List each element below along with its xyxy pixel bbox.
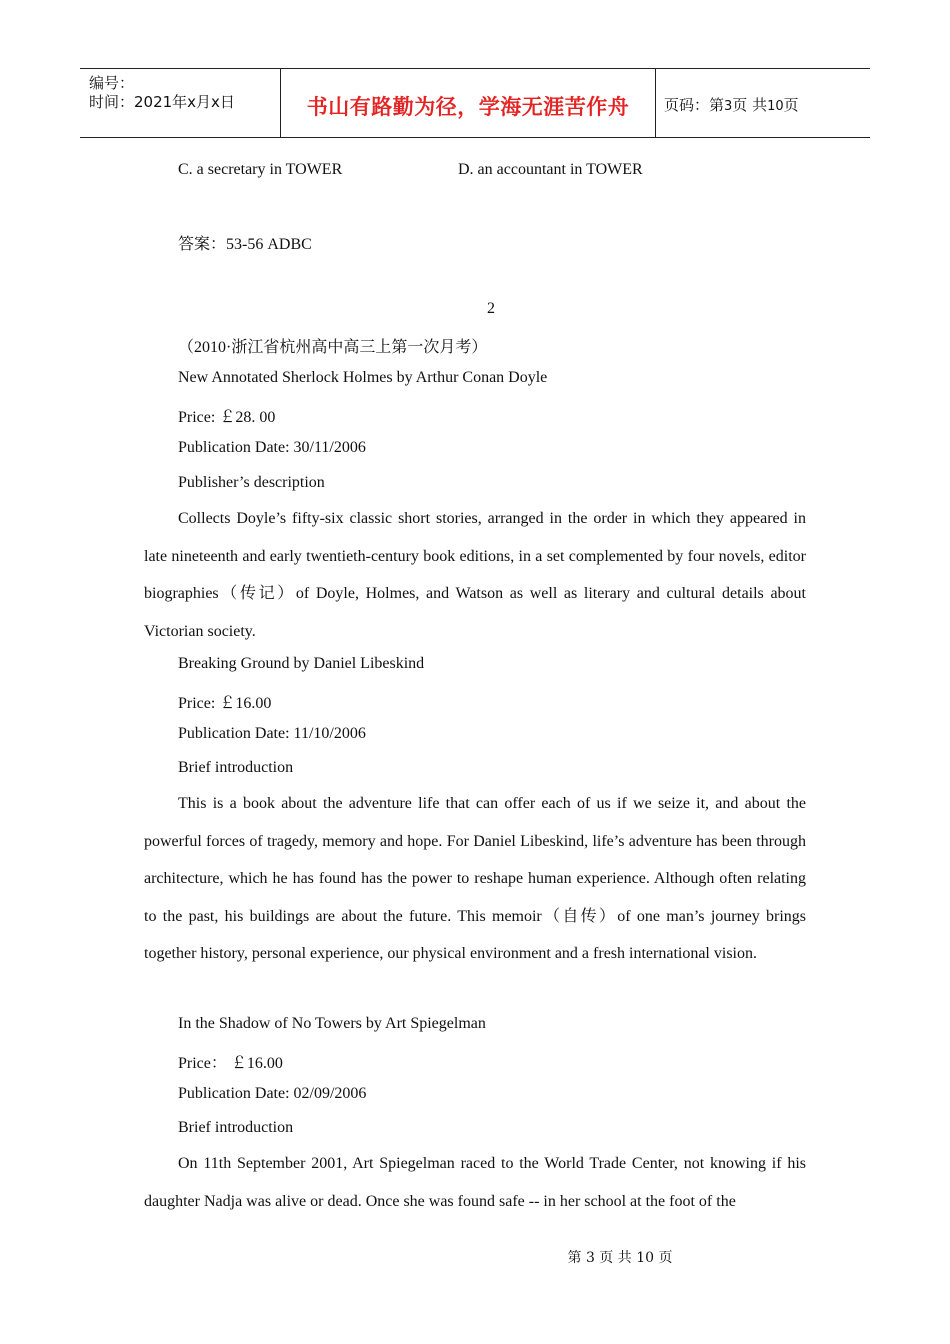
book2-date: Publication Date: 11/10/2006: [178, 725, 366, 742]
answer-line: 答案：53-56 ADBC: [178, 236, 312, 253]
section-number: 2: [487, 300, 495, 317]
book1-price: Price: ￡28. 00: [178, 409, 276, 426]
book1-title: New Annotated Sherlock Holmes by Arthur Conan Doyle: [178, 369, 548, 386]
book2-title: Breaking Ground by Daniel Libeskind: [178, 655, 425, 672]
document-number-label: 编号：: [89, 74, 135, 92]
page-current: 3: [724, 99, 733, 114]
header-page-number: [664, 94, 799, 115]
book2-desc-label: Brief introduction: [178, 759, 294, 776]
option-d: D. an accountant in TOWER: [458, 161, 643, 178]
book3-description: On 11th September 2001, Art Spiegelman raced to the World Trade Center, not knowing if his daughter Nadja was alive or dead. Once she was found safe -- in her school at the foot of the: [144, 1155, 806, 1210]
header-motto: 书山有路勤为径，学海无涯苦作舟: [306, 95, 630, 119]
header-middle-cell: [280, 69, 656, 137]
header-right-cell: [655, 69, 870, 137]
page-suffix: 页: [783, 96, 799, 114]
page-middle: 页 共: [732, 96, 768, 114]
option-c: C. a secretary in TOWER: [178, 161, 343, 178]
book2-price: Price: ￡16.00: [178, 695, 272, 712]
book3-title: In the Shadow of No Towers by Art Spiegelman: [178, 1015, 486, 1032]
document-date-label: 时间：2021年x月x日: [89, 93, 235, 111]
book2-description: This is a book about the adventure life that can offer each of us if we seize it, and about the powerful forces of tragedy, memory and hope. For Daniel Libeskind, life’s adventure has been through architecture, which he has found has the power to reshape human experience. Although often relating to the past, his buildings are about the future. This memoir（自传）of one man’s journey brings together history, personal experience, our physical environment and a fresh international vision.: [144, 795, 806, 962]
book1-description: Collects Doyle’s fifty-six classic short stories, arranged in the order in which they appeared in late nineteenth and early twentieth-century book editions, in a set complemented by four novels, editor biographies（传记）of Doyle, Holmes, and Watson as well as literary and cultural details about Victorian society.: [144, 510, 806, 640]
book1-desc-label: Publisher’s description: [178, 474, 325, 491]
book3-desc-label: Brief introduction: [178, 1119, 294, 1136]
book1-date: Publication Date: 30/11/2006: [178, 439, 366, 456]
header-left-cell: [80, 69, 280, 137]
page-total: 10: [767, 99, 784, 114]
page-prefix: 页码：第: [664, 96, 725, 114]
book3-price: Price： ￡16.00: [178, 1055, 283, 1072]
page-header: [80, 68, 870, 138]
source-line: （2010·浙江省杭州高中高三上第一次月考）: [178, 339, 488, 356]
page-footer: 第 3 页 共 10 页: [567, 1250, 673, 1266]
book3-date: Publication Date: 02/09/2006: [178, 1085, 367, 1102]
